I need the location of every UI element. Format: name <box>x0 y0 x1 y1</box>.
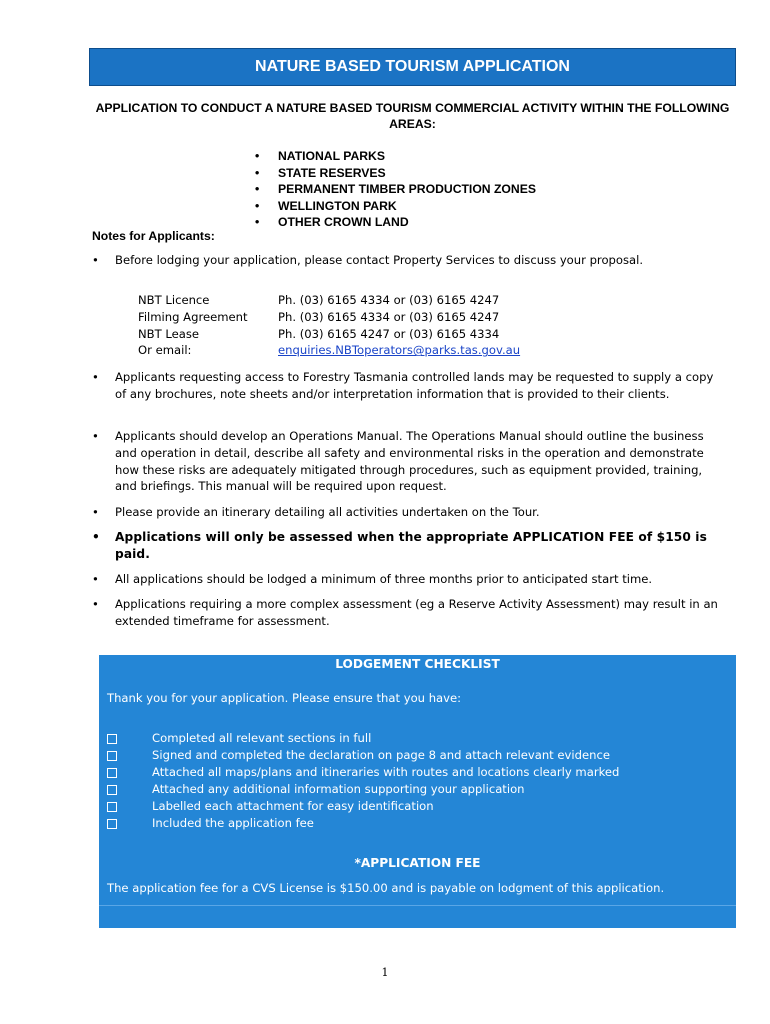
checklist-item <box>107 781 619 798</box>
checklist-item-text: Completed all relevant sections in full <box>152 731 372 745</box>
checkbox-icon[interactable] <box>107 819 117 829</box>
fee-heading: *APPLICATION FEE <box>354 856 481 870</box>
contact-phone: Ph. (03) 6165 4334 or (03) 6165 4247 <box>278 293 500 307</box>
email-link[interactable]: enquiries.NBToperators@parks.tas.gov.au <box>278 343 521 358</box>
page-number: 1 <box>381 966 389 979</box>
checklist-item-text: Attached all maps/plans and itineraries with routes and locations clearly marked <box>152 765 620 779</box>
note-item-fee <box>92 529 722 563</box>
checklist-item <box>107 747 619 764</box>
area-item: • PERMANENT TIMBER PRODUCTION ZONES <box>255 181 536 198</box>
note-text: Applicants requesting access to Forestry Tasmania controlled lands may be requested to supply a copy of any brochures, note sheets and/or interpretation information that is provided to their clients. <box>115 370 714 401</box>
contact-label: NBT Licence <box>138 293 210 307</box>
checklist-item <box>107 730 619 747</box>
checkbox-icon[interactable] <box>107 751 117 761</box>
bullet-icon: • <box>92 597 99 611</box>
checklist-item-text: Signed and completed the declaration on page 8 and attach relevant evidence <box>152 748 610 762</box>
checkbox-icon[interactable] <box>107 768 117 778</box>
note-text: All applications should be lodged a minimum of three months prior to anticipated start time. <box>115 572 653 586</box>
note-item <box>92 428 722 495</box>
box-divider <box>99 905 736 906</box>
contact-row <box>138 292 520 309</box>
bullet-icon: • <box>92 429 99 443</box>
checklist-item <box>107 764 619 781</box>
contact-label: NBT Lease <box>138 326 200 341</box>
checkbox-icon[interactable] <box>107 785 117 795</box>
note-item <box>92 252 722 269</box>
checklist-item <box>107 798 619 815</box>
contact-phone: Ph. (03) 6165 4247 or (03) 6165 4334 <box>278 326 500 341</box>
lodgement-checklist-box <box>99 655 736 928</box>
notes-heading: Notes for Applicants: <box>92 229 215 243</box>
fee-text: The application fee for a CVS License is $150.00 and is payable on lodgment of this application. <box>107 881 665 895</box>
checklist-items <box>107 730 619 832</box>
note-text: Applications requiring a more complex assessment (eg a Reserve Activity Assessment) may result in an extended timeframe for assessment. <box>115 597 718 628</box>
note-item <box>92 504 722 521</box>
area-list <box>255 148 536 231</box>
bullet-icon: • <box>92 505 99 519</box>
checklist-item-text: Included the application fee <box>152 816 314 830</box>
note-item <box>92 571 722 588</box>
contact-list <box>138 292 520 359</box>
checklist-item <box>107 815 619 832</box>
checkbox-icon[interactable] <box>107 734 117 744</box>
note-text: Before lodging your application, please contact Property Services to discuss your proposal. <box>115 253 644 267</box>
checklist-item-text: Labelled each attachment for easy identification <box>152 799 434 813</box>
bullet-icon: • <box>92 253 99 267</box>
checklist-item-text: Attached any additional information supporting your application <box>152 782 525 796</box>
checklist-heading: LODGEMENT CHECKLIST <box>335 657 500 671</box>
note-item <box>92 596 722 630</box>
contact-phone: Ph. (03) 6165 4334 or (03) 6165 4247 <box>278 309 500 324</box>
area-item: • NATIONAL PARKS <box>255 148 536 165</box>
contact-row <box>138 309 520 326</box>
contact-row <box>138 326 520 343</box>
note-text: Please provide an itinerary detailing all activities undertaken on the Tour. <box>115 505 540 519</box>
note-text: Applicants should develop an Operations Manual. The Operations Manual should outline the business and operation in detail, describe all safety and environmental risks in the operation and demonstrate how these risks are adequately mitigated through procedures, such as equipment provided, training, and briefings. This manual will be required upon request. <box>115 429 704 494</box>
bullet-icon: • <box>92 572 99 586</box>
note-text: Applications will only be assessed when the appropriate APPLICATION FEE of $150 is paid. <box>115 530 707 561</box>
bullet-icon: • <box>92 370 99 384</box>
area-item: • WELLINGTON PARK <box>255 198 536 215</box>
checkbox-icon[interactable] <box>107 802 117 812</box>
area-item: • STATE RESERVES <box>255 165 536 182</box>
contact-label: Filming Agreement <box>138 309 248 324</box>
page-title: NATURE BASED TOURISM APPLICATION <box>89 48 736 86</box>
note-item <box>92 369 722 403</box>
bullet-icon: • <box>92 530 100 544</box>
document-subtitle: APPLICATION TO CONDUCT A NATURE BASED TOURISM COMMERCIAL ACTIVITY WITHIN THE FOLLOWING AREAS: <box>95 101 730 131</box>
contact-label: Or email: <box>138 343 192 358</box>
area-item: • OTHER CROWN LAND <box>255 214 536 231</box>
contact-row <box>138 342 520 359</box>
checklist-intro: Thank you for your application. Please ensure that you have: <box>107 691 462 705</box>
